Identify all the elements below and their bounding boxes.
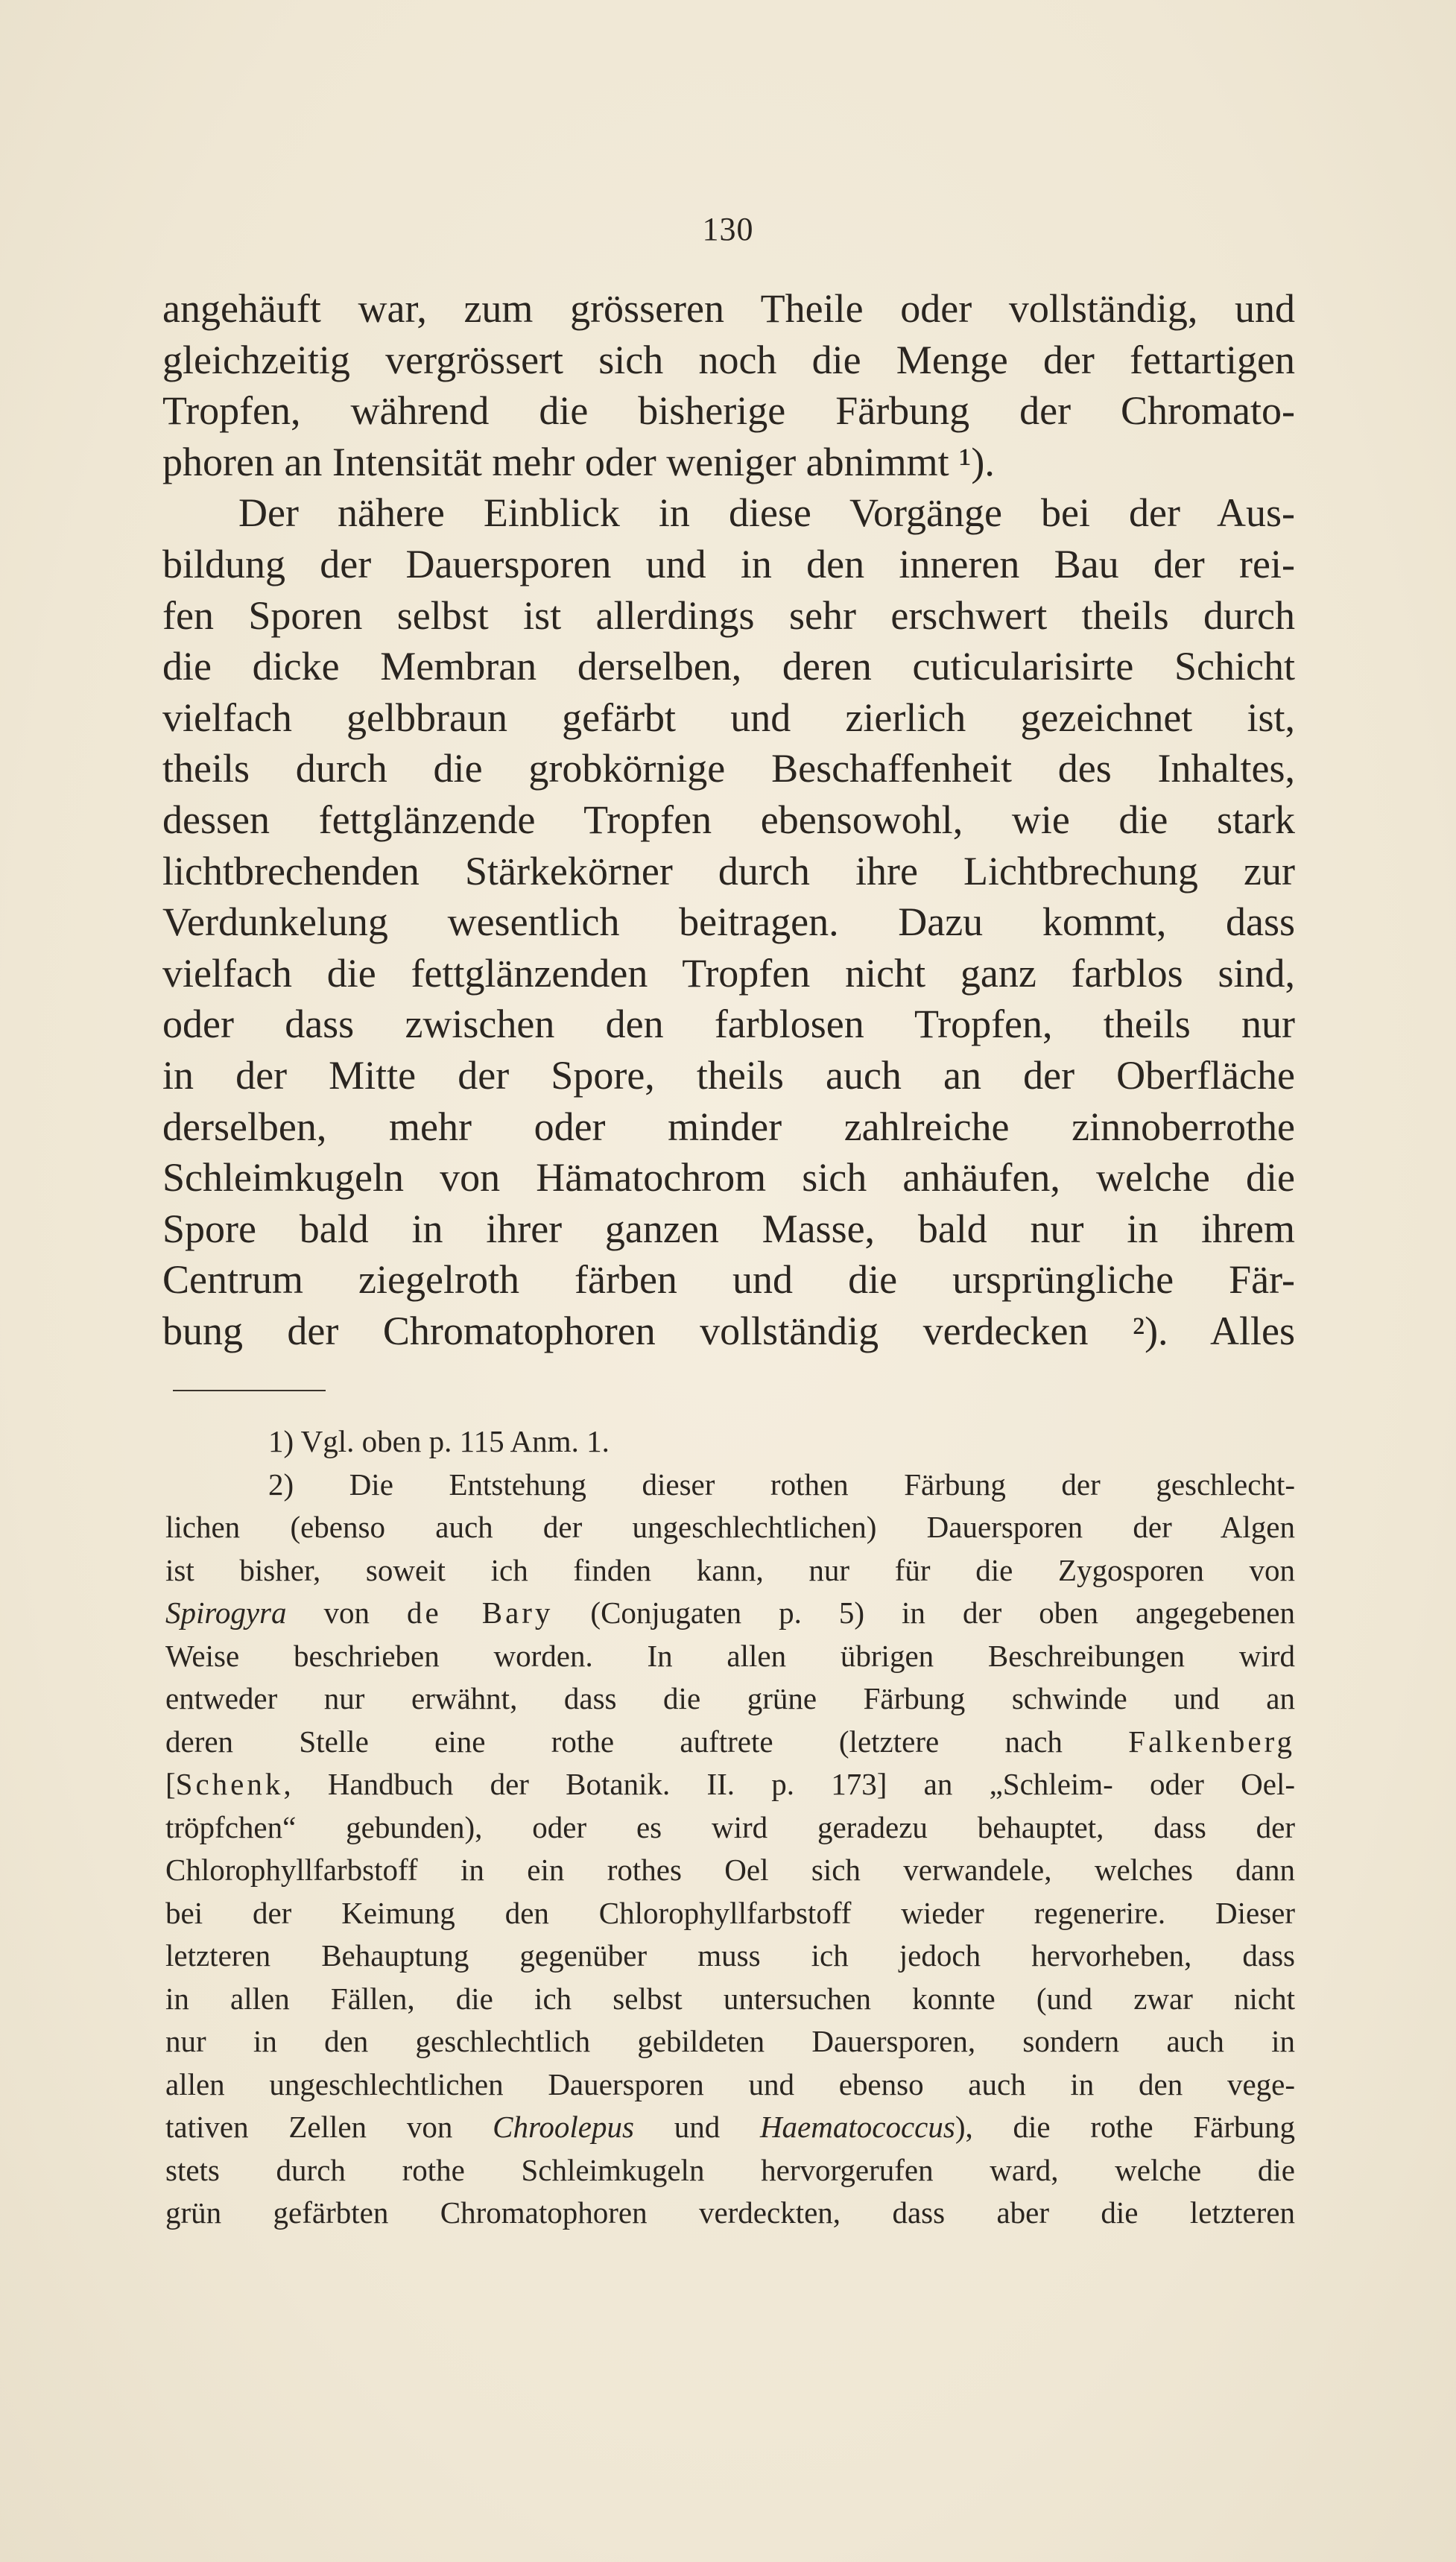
text-line: Verdunkelung wesentlich beitragen. Dazu kommt, dass (162, 899, 1295, 945)
footnote-line: entweder nur erwähnt, dass die grüne Färbung schwinde und an (165, 1681, 1295, 1715)
text-line: gleichzeitig vergrössert sich noch die Menge der fettartigen (162, 337, 1295, 382)
footnotes-block (165, 1420, 1295, 2235)
footnote-text: deren Stelle eine rothe auftrete (letztere nach (165, 1724, 1129, 1759)
footnote-line (165, 2106, 1295, 2149)
footnote-line: letzteren Behauptung gegenüber muss ich jedoch hervorheben, dass (165, 1938, 1295, 1973)
footnote-line: stets durch rothe Schleimkugeln hervorgerufen ward, welche die (165, 2152, 1295, 2187)
footnote-line: Chlorophyllfarbstoff in ein rothes Oel sich verwandele, welches dann (165, 1853, 1295, 1887)
author-name: Schenk (175, 1767, 284, 1801)
footnote-divider (173, 1390, 326, 1391)
text-line: vielfach gelbbraun gefärbt und zierlich gezeichnet ist, (162, 695, 1295, 740)
footnote-line (165, 1721, 1295, 1764)
text-line: lichtbrechenden Stärkekörner durch ihre Lichtbrechung zur (162, 848, 1295, 893)
text-line: vielfach die fettglänzenden Tropfen nicht ganz farblos sind, (162, 950, 1295, 996)
footnote-text: , Handbuch der Botanik. II. p. 173] an „Schleim- oder Oel- (283, 1767, 1295, 1801)
footnote-text: [ (165, 1767, 176, 1801)
footnote-line: lichen (ebenso auch der ungeschlechtlichen) Dauersporen der Algen (165, 1510, 1295, 1544)
text-line: Spore bald in ihrer ganzen Masse, bald nur in ihrem (162, 1206, 1295, 1251)
footnote-line (165, 1592, 1295, 1635)
text-line: angehäuft war, zum grösseren Theile oder vollständig, und (162, 286, 1295, 331)
footnote-text: von (286, 1595, 408, 1630)
footnote-line: ist bisher, soweit ich finden kann, nur für die Zygosporen von (165, 1552, 1295, 1587)
footnote-text: und (633, 2110, 760, 2144)
text-line: Tropfen, während die bisherige Färbung der Chromato- (162, 388, 1295, 434)
footnote-line: nur in den geschlechtlich gebildeten Dauersporen, sondern auch in (165, 2024, 1295, 2058)
text-line: bung der Chromatophoren vollständig verdecken ²). Alles (162, 1308, 1295, 1353)
footnote-line: allen ungeschlechtlichen Dauersporen und ebenso auch in den vege- (165, 2066, 1295, 2101)
footnote-text: tativen Zellen von (165, 2110, 493, 2144)
text-line: Schleimkugeln von Hämatochrom sich anhäufen, welche die (162, 1155, 1295, 1201)
footnote-line: bei der Keimung den Chlorophyllfarbstoff wieder regenerire. Dieser (165, 1895, 1295, 1930)
author-name: de Bary (407, 1595, 554, 1630)
main-text-block (162, 283, 1295, 1356)
taxon-name: Chroolepus (493, 2110, 634, 2144)
footnote-line: Weise beschrieben worden. In allen übrigen Beschreibungen wird (165, 1638, 1295, 1673)
text-line: Centrum ziegelroth färben und die ursprüngliche Fär- (162, 1257, 1295, 1303)
text-line: oder dass zwischen den farblosen Tropfen, theils nur (162, 1002, 1295, 1047)
text-line: phoren an Intensität mehr oder weniger abnimmt ¹). (162, 439, 995, 484)
text-line: Der nähere Einblick in diese Vorgänge bei der Aus- (238, 490, 1295, 536)
text-line: dessen fettglänzende Tropfen ebensowohl, wie die stark (162, 797, 1295, 842)
footnote-line (165, 1763, 1295, 1806)
text-line: derselben, mehr oder minder zahlreiche zinnoberrothe (162, 1104, 1295, 1149)
footnote-line: tröpfchen“ gebunden), oder es wird geradezu behauptet, dass der (165, 1809, 1295, 1844)
text-line: bildung der Dauersporen und in den inneren Bau der rei- (162, 541, 1295, 586)
text-line: in der Mitte der Spore, theils auch an der Oberfläche (162, 1052, 1295, 1098)
footnote-text: (Conjugaten p. 5) in der oben angegebenen (553, 1595, 1295, 1630)
footnote-1: 1) Vgl. oben p. 115 Anm. 1. (268, 1424, 610, 1458)
author-name: Falkenberg (1128, 1724, 1295, 1759)
footnote-text: ), die rothe Färbung (955, 2110, 1295, 2144)
taxon-name: Haematococcus (759, 2110, 955, 2144)
text-line: die dicke Membran derselben, deren cuticularisirte Schicht (162, 644, 1295, 689)
text-line: fen Sporen selbst ist allerdings sehr erschwert theils durch (162, 592, 1295, 638)
taxon-name: Spirogyra (165, 1595, 287, 1630)
footnote-line: in allen Fällen, die ich selbst untersuchen konnte (und zwar nicht (165, 1981, 1295, 2016)
footnote-line: 2) Die Entstehung dieser rothen Färbung der geschlecht- (268, 1467, 1295, 1502)
page-number: 130 (702, 211, 754, 247)
footnote-line: grün gefärbten Chromatophoren verdeckten, dass aber die letzteren (165, 2195, 1295, 2230)
text-line: theils durch die grobkörnige Beschaffenheit des Inhaltes, (162, 746, 1295, 791)
